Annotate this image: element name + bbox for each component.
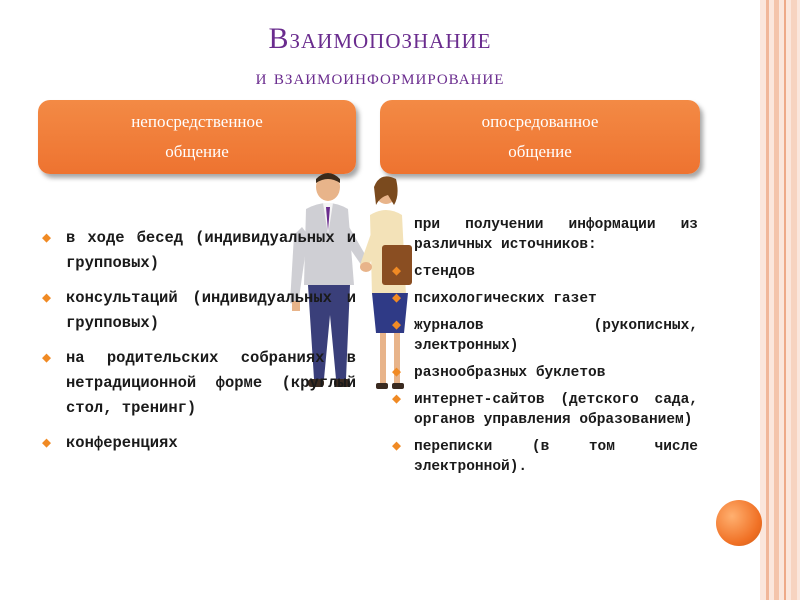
mediated-communication-list (388, 215, 698, 484)
list-item: ◆ в ходе бесед (индивидуальных и групповых) (38, 226, 356, 276)
diamond-bullet-icon: ◆ (42, 290, 52, 307)
decorative-orb (716, 500, 762, 546)
list-item: при получении информации из различных источников: (414, 217, 698, 253)
list-item: ◆ психологических газет (392, 290, 597, 307)
pill-right-line2: общение (508, 142, 572, 161)
diamond-bullet-icon: ◆ (42, 350, 52, 367)
list-item: ◆ переписки (в том числе электронной). (392, 438, 698, 475)
pill-left-line2: общение (165, 142, 229, 161)
diamond-bullet-icon: ◆ (42, 435, 52, 452)
list-item: ◆ стендов (392, 263, 475, 280)
mediated-communication-header (380, 100, 700, 174)
diamond-bullet-icon: ◆ (392, 290, 402, 307)
diamond-bullet-icon: ◆ (392, 438, 402, 455)
list-item: ◆ конференциях (38, 431, 356, 456)
pill-left-line1: непосредственное (131, 112, 263, 131)
diamond-bullet-icon: ◆ (392, 263, 402, 280)
diamond-bullet-icon: ◆ (392, 391, 402, 408)
slide-subtitle: и взаимоинформирование (255, 64, 505, 89)
list-item: ◆ на родительских собраниях в нетрадиционной форме (круглый стол, тренинг) (38, 346, 356, 421)
diamond-bullet-icon: ◆ (42, 230, 52, 247)
slide-title: Взаимопознание (268, 22, 492, 55)
diamond-bullet-icon: ◆ (392, 317, 402, 334)
direct-communication-list (38, 226, 356, 466)
decorative-stripes (760, 0, 800, 600)
pill-right-line1: опосредованное (481, 112, 599, 131)
diamond-bullet-icon: ◆ (392, 364, 402, 381)
list-item: ◆ журналов (рукописных, электронных) (392, 317, 698, 354)
list-item: ◆ консультаций (индивидуальных и групповых) (38, 286, 356, 336)
list-item: ◆ интернет-сайтов (детского сада, органов управления образованием) (392, 391, 698, 428)
direct-communication-header (38, 100, 356, 174)
list-item: ◆ разнообразных буклетов (392, 364, 606, 381)
